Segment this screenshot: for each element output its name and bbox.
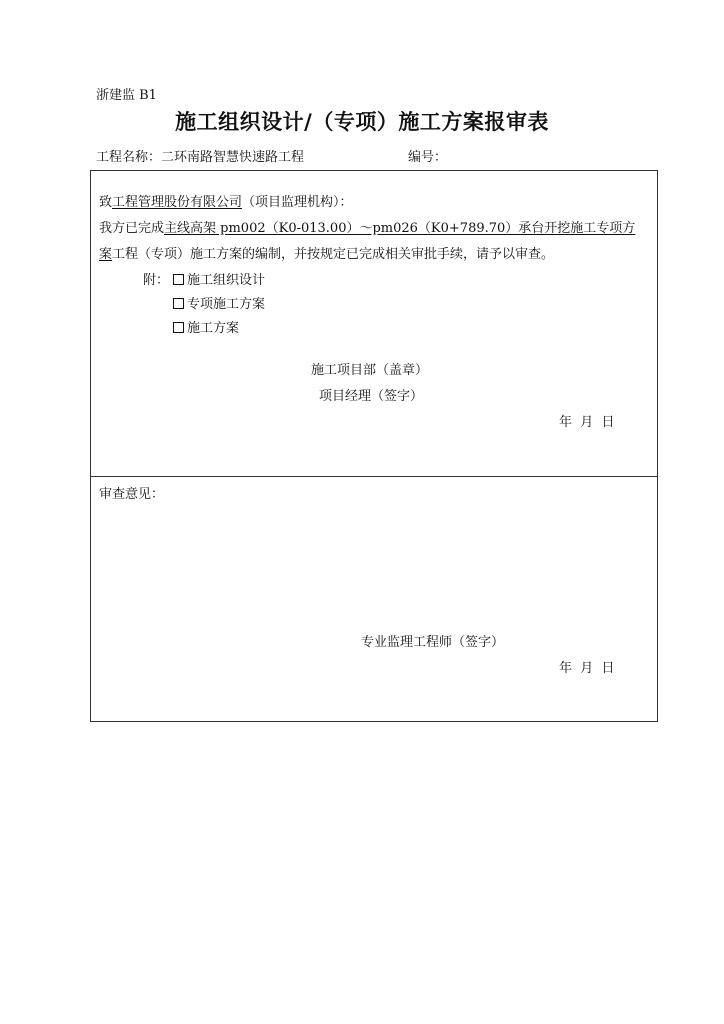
- option-special-plan[interactable]: [173, 293, 265, 312]
- date-field-1: 年 月 日: [559, 415, 615, 430]
- addressee-line: [99, 191, 353, 210]
- body-prefix: 我方已完成: [99, 221, 165, 236]
- body-rest: 工程（专项）施工方案的编制，并按规定已完成相关审批手续，请予以审查。: [112, 247, 555, 262]
- manager-signature-label: 项目经理（签字）: [319, 389, 424, 404]
- plan-name-part1: 主线高架 pm002（K0-013.00）～pm026（K0+789.70）承台开挖施工专项方: [164, 221, 636, 236]
- option-label: 施工方案: [187, 321, 240, 336]
- engineer-signature-label: 专业监理工程师（签字）: [361, 635, 505, 650]
- form-table: [90, 170, 658, 722]
- dept-seal-label: 施工项目部（盖章）: [311, 363, 429, 378]
- option-construction-plan[interactable]: [173, 317, 239, 336]
- checkbox-icon[interactable]: [173, 274, 184, 285]
- document-number-label: 编号：: [408, 150, 448, 165]
- to-prefix: 致: [99, 195, 113, 210]
- document-title: 施工组织设计/（专项）施工方案报审表: [175, 110, 549, 134]
- date-field-2: 年 月 日: [559, 661, 615, 676]
- body-line-2: [99, 243, 554, 262]
- review-opinion-label: 审查意见：: [99, 487, 165, 502]
- project-name: 工程名称：二环南路智慧快速路工程: [96, 150, 305, 165]
- attachments-label: 附：: [143, 273, 170, 288]
- form-code: 浙建监 B1: [96, 88, 157, 103]
- plan-name-part2: 案: [99, 247, 113, 262]
- option-label: 专项施工方案: [187, 297, 266, 312]
- addressee: 工程管理股份有限公司: [112, 195, 243, 210]
- section-divider: [91, 476, 657, 477]
- addressee-suffix: （项目监理机构）：: [242, 195, 353, 210]
- option-org-design[interactable]: [173, 269, 265, 288]
- checkbox-icon[interactable]: [173, 322, 184, 333]
- option-label: 施工组织设计: [187, 273, 266, 288]
- checkbox-icon[interactable]: [173, 298, 184, 309]
- body-line-1: [99, 217, 635, 236]
